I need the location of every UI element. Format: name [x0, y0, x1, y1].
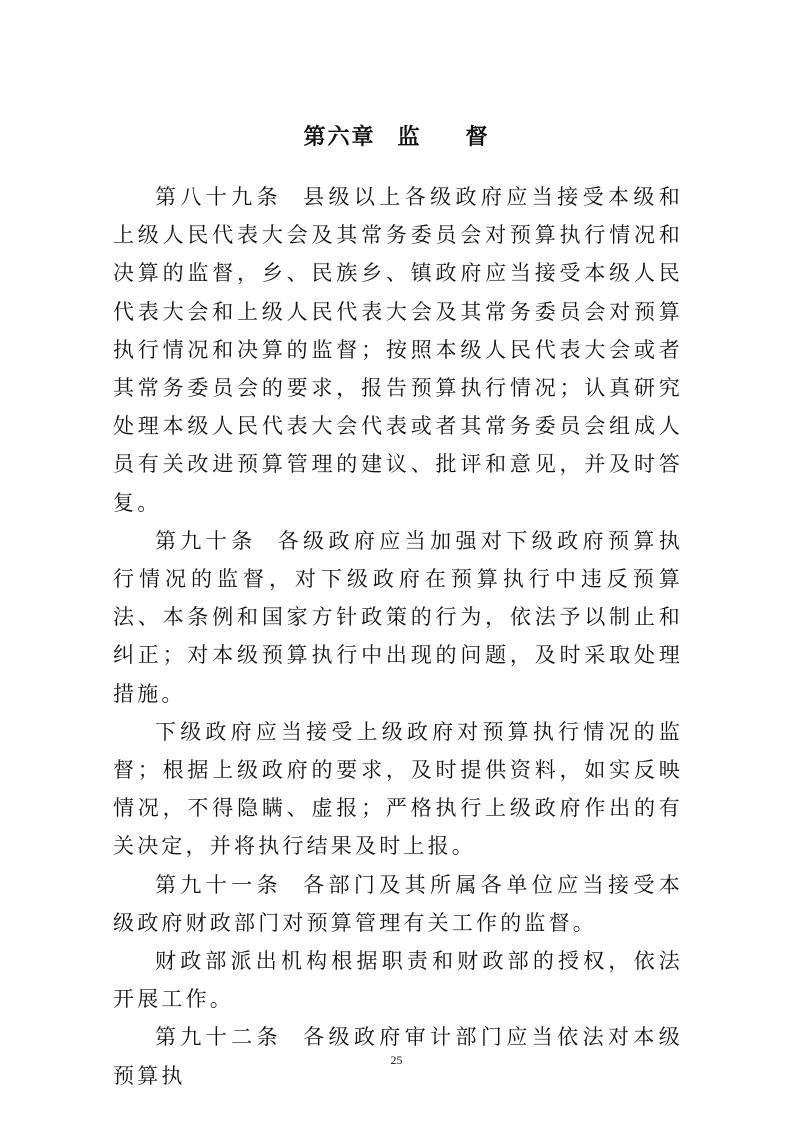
chapter-title-word-2: 督 [465, 125, 490, 150]
chapter-title [0, 120, 793, 151]
article-text: 下级政府应当接受上级政府对预算执行情况的监督；根据上级政府的要求，及时提供资料，如实反映情况，不得隐瞒、虚报；严格执行上级政府作出的有关决定，并将执行结果及时上报。 [113, 719, 683, 859]
article-number: 第九十二条 [155, 1025, 283, 1050]
chapter-title-word-1: 监 [397, 125, 422, 150]
article-number: 第九十条 [155, 528, 257, 553]
paragraph-article-90 [113, 522, 683, 713]
paragraph-article-90-part-2 [113, 713, 683, 866]
article-number: 第八十九条 [155, 185, 283, 209]
article-text: 县级以上各级政府应当接受本级和上级人民代表大会及其常务委员会对预算执行情况和决算的监督，乡、民族乡、镇政府应当接受本级人民代表大会和上级人民代表大会及其常务委员会对预算执行情况和决算的监督；按照本级人民代表大会或者其常务委员会的要求，报告预算执行情况；认真研究处理本级人民代表大会代表或者其常务委员会组成人员有关改进预算管理的建议、批评和意见，并及时答复。 [113, 185, 684, 515]
paragraph-article-89 [113, 178, 683, 522]
article-number: 第九十一条 [155, 872, 283, 897]
article-text: 各部门及其所属各单位应当接受本级政府财政部门对预算管理有关工作的监督。 [113, 872, 684, 935]
paragraph-article-91-part-2 [113, 942, 683, 1018]
paragraph-article-91 [113, 866, 683, 942]
article-text: 各级政府应当加强对下级政府预算执行情况的监督，对下级政府在预算执行中违反预算法、本条例和国家方针政策的行为，依法予以制止和纠正；对本级预算执行中出现的问题，及时采取处理措施。 [113, 528, 683, 706]
body-text [113, 178, 683, 1095]
chapter-title-number: 第六章 [303, 125, 376, 150]
page-number: 25 [390, 1053, 403, 1067]
article-text: 各级政府审计部门应当依法对本级预算执 [113, 1025, 684, 1088]
article-text: 财政部派出机构根据职责和财政部的授权，依法开展工作。 [113, 949, 683, 1012]
